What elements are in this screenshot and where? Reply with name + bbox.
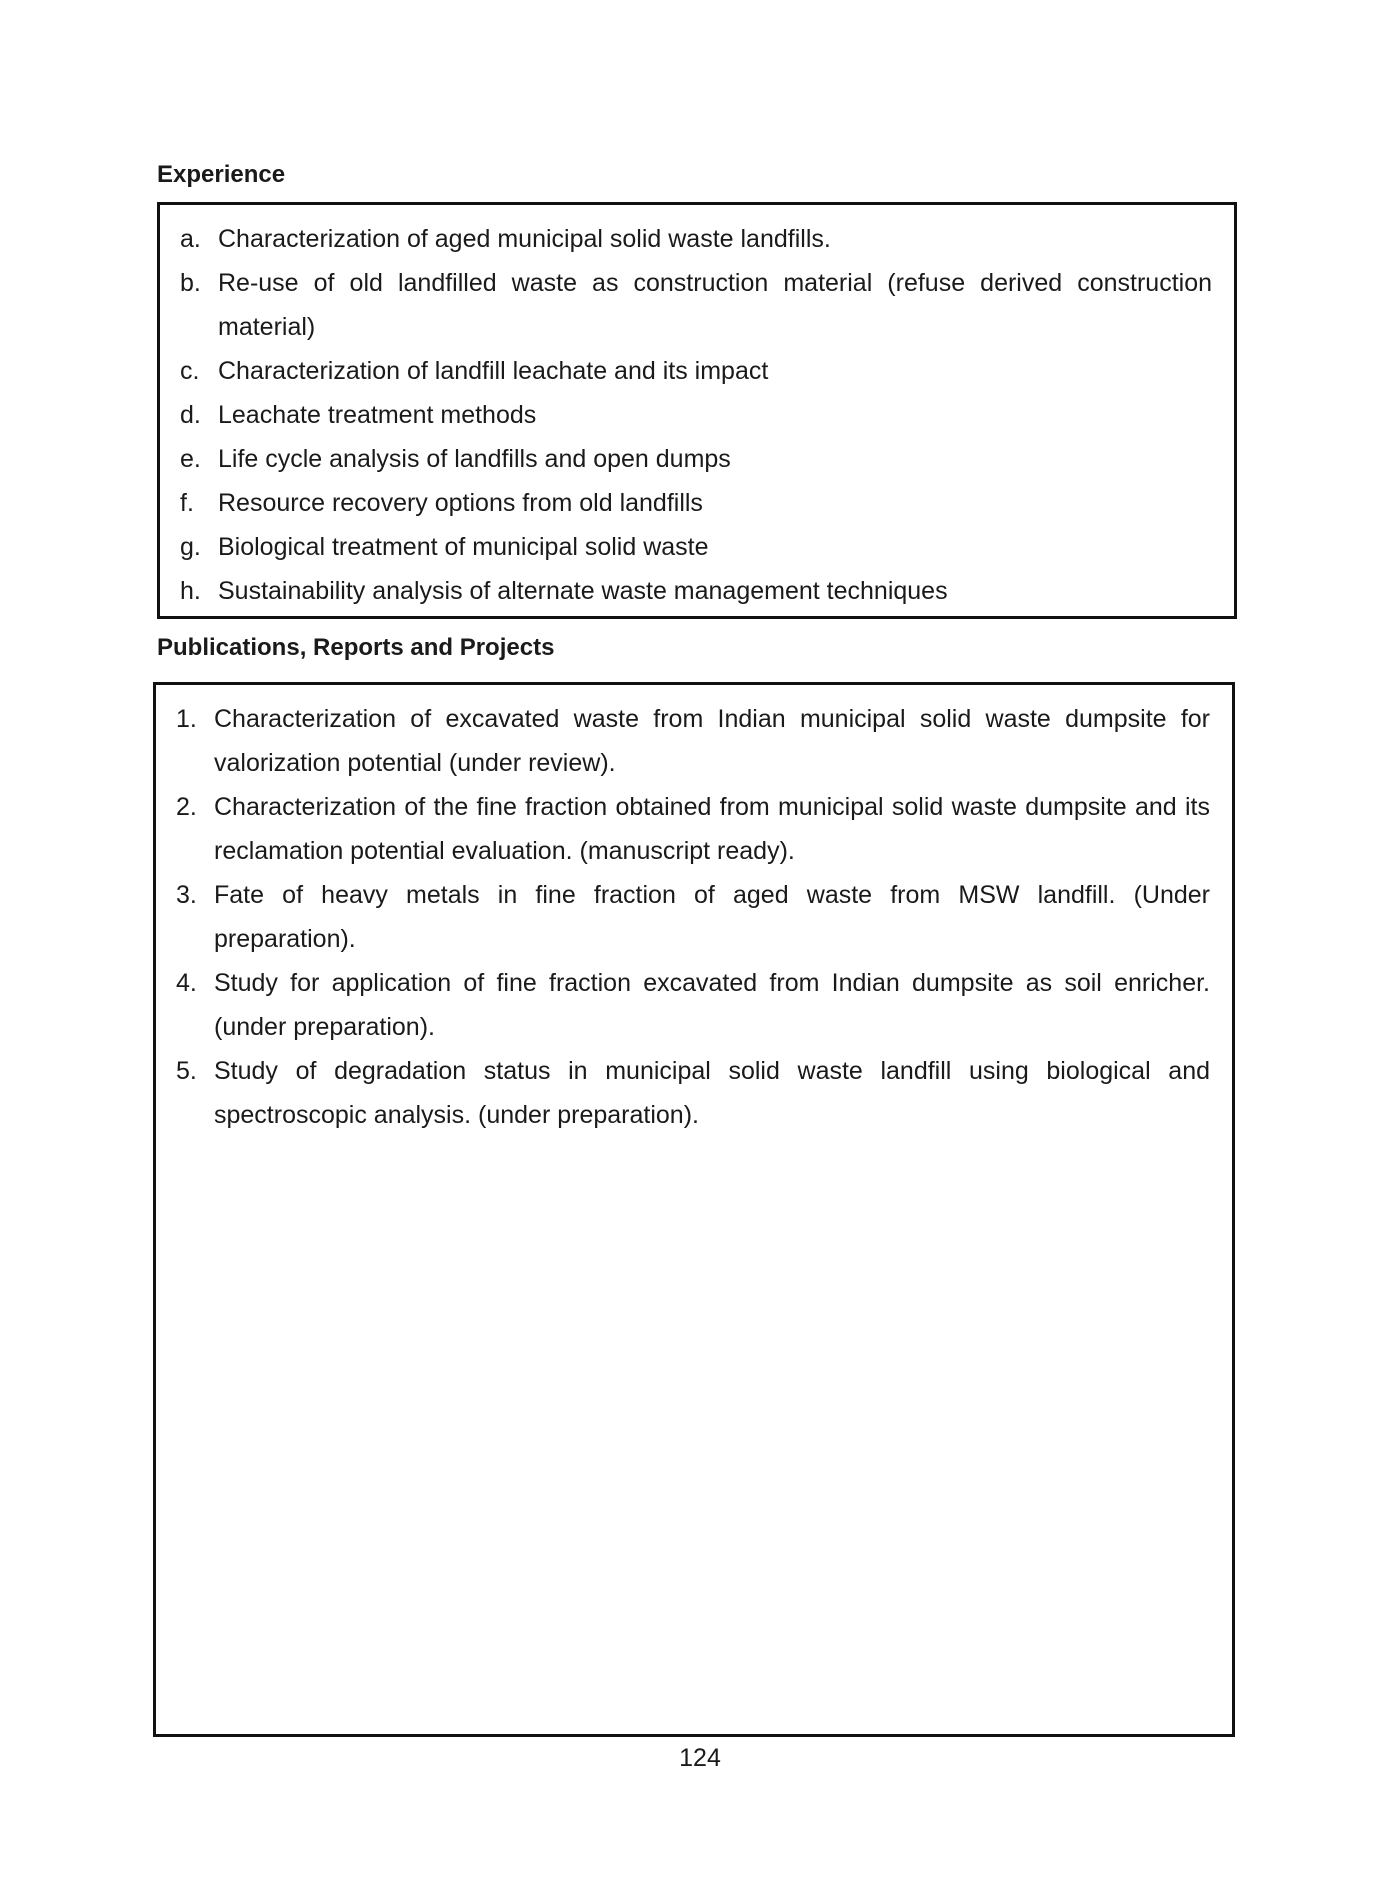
list-item-text: Characterization of excavated waste from Indian municipal solid waste dumpsite for valorization potential (under review).	[214, 705, 1210, 777]
publications-box	[153, 682, 1235, 1737]
list-marker: f.	[180, 489, 194, 517]
list-item	[176, 697, 1210, 785]
list-marker: h.	[180, 577, 201, 605]
list-marker: c.	[180, 357, 200, 385]
list-item-text: Characterization of the fine fraction obtained from municipal solid waste dumpsite and its reclamation potential evaluation. (manuscript ready).	[214, 793, 1210, 865]
list-item	[176, 785, 1210, 873]
list-item-text: Fate of heavy metals in fine fraction of aged waste from MSW landfill. (Under preparation).	[214, 881, 1210, 953]
experience-heading: Experience	[157, 161, 286, 188]
list-marker: 3.	[176, 881, 197, 909]
list-marker: a.	[180, 225, 201, 253]
list-item	[180, 437, 1212, 481]
list-item	[176, 873, 1210, 961]
list-item	[180, 525, 1212, 569]
list-item-text: Leachate treatment methods	[218, 401, 537, 429]
list-item	[180, 481, 1212, 525]
list-item	[180, 569, 1212, 613]
list-item-text: Life cycle analysis of landfills and open dumps	[218, 445, 731, 473]
list-item-text: Study of degradation status in municipal solid waste landfill using biological and spectroscopic analysis. (under preparation).	[214, 1057, 1210, 1129]
list-marker: b.	[180, 269, 201, 297]
list-item-text: Re-use of old landfilled waste as construction material (refuse derived construction material)	[218, 269, 1212, 341]
list-item-text: Characterization of aged municipal solid waste landfills.	[218, 225, 831, 253]
list-item	[176, 1049, 1210, 1137]
list-marker: 1.	[176, 705, 197, 733]
list-item	[180, 393, 1212, 437]
list-marker: 2.	[176, 793, 197, 821]
list-item-text: Characterization of landfill leachate and its impact	[218, 357, 769, 385]
list-marker: d.	[180, 401, 201, 429]
list-item	[176, 961, 1210, 1049]
list-item-text: Biological treatment of municipal solid waste	[218, 533, 709, 561]
list-marker: 5.	[176, 1057, 197, 1085]
list-item	[180, 217, 1212, 261]
list-item-text: Resource recovery options from old landfills	[218, 489, 703, 517]
page-number: 124	[679, 1744, 721, 1772]
list-item-text: Study for application of fine fraction excavated from Indian dumpsite as soil enricher. (under preparation).	[214, 969, 1210, 1041]
list-marker: e.	[180, 445, 201, 473]
list-item	[180, 349, 1212, 393]
publications-list	[176, 697, 1210, 1137]
publications-heading: Publications, Reports and Projects	[157, 634, 555, 661]
experience-box	[157, 202, 1237, 619]
list-item	[180, 261, 1212, 349]
list-marker: 4.	[176, 969, 197, 997]
list-item-text: Sustainability analysis of alternate waste management techniques	[218, 577, 948, 605]
list-marker: g.	[180, 533, 201, 561]
experience-list	[180, 217, 1212, 613]
